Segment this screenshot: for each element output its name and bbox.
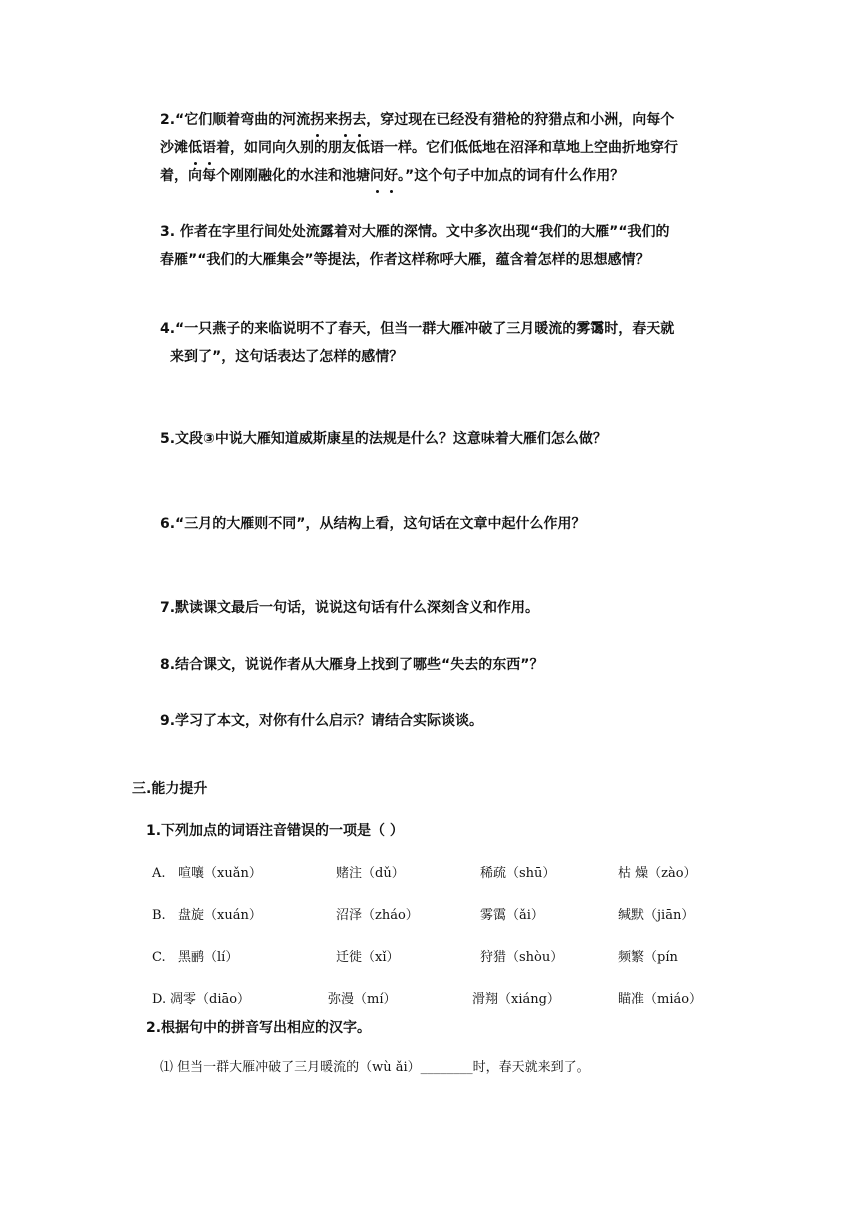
fill-in-sentence-1: ⑴ 但当一群大雁冲破了三月暖流的（wù ǎi）________时，春天就来到了。: [160, 1060, 590, 1075]
question-line: [160, 594, 740, 622]
option-d-item-4: 瞄准（miáo）: [618, 992, 703, 1007]
question-5: [160, 425, 740, 453]
ability-question-2-prompt: 2.根据句中的拼音写出相应的汉字。: [146, 1020, 372, 1036]
option-a-item-2: 赌注（dǔ）: [336, 866, 405, 881]
option-c-item-2: 迁徙（xǐ）: [336, 950, 400, 965]
option-c-letter: C.: [152, 950, 166, 965]
question-line: [160, 510, 740, 538]
option-a-item-4: 枯 燥（zào）: [618, 866, 697, 881]
emphasis-dotted-char: 拐: [338, 106, 352, 134]
question-text: 2.“它们顺着弯曲的河流: [160, 112, 311, 128]
question-3: [160, 218, 740, 274]
question-line: [160, 425, 740, 453]
question-line: [160, 218, 740, 246]
question-2: [160, 106, 740, 190]
question-text: 沙滩: [160, 140, 188, 156]
section-3-heading: 三.能力提升: [132, 781, 208, 797]
option-a-item-1: 喧嚷（xuǎn）: [178, 866, 262, 881]
option-d-item-1: 凋零（diāo）: [170, 992, 251, 1007]
option-c-item-4: 频繁（pín: [618, 950, 678, 965]
option-d-item-2: 弥漫（mí）: [328, 992, 397, 1007]
ability-question-1-prompt: 1.下列加点的词语注音错误的一项是（ ）: [146, 823, 404, 839]
emphasis-dotted-char: 语: [202, 134, 216, 162]
emphasis-dotted-char: 问: [370, 162, 384, 190]
question-8: [160, 651, 740, 679]
emphasis-dotted-char: 好: [384, 162, 398, 190]
emphasis-dotted-char: 去: [352, 106, 366, 134]
question-line: [160, 134, 740, 162]
question-6: [160, 510, 740, 538]
question-9: [160, 707, 740, 735]
option-d-item-3: 滑翔（xiáng）: [472, 992, 560, 1007]
question-text: 着，如同向久别的朋友低语一样。它们低低地在沼泽和草地上空曲折地穿行: [216, 140, 678, 156]
option-b-item-1: 盘旋（xuán）: [178, 908, 262, 923]
question-text: 6.“三月的大雁则不同”，从结构上看，这句话在文章中起什么作用？: [160, 516, 586, 532]
question-text: 7.默读课文最后一句话，说说这句话有什么深刻含义和作用。: [160, 600, 540, 616]
option-d-letter: D.: [152, 992, 167, 1007]
question-text: ，穿过现在已经没有猎枪的狩猎点和小洲，向每个: [366, 112, 675, 128]
question-text: 着，向每个刚刚融化的水洼和池塘: [160, 168, 370, 184]
question-line: [160, 315, 740, 343]
question-text: 4.“一只燕子的来临说明不了春天，但当一群大雁冲破了三月暖流的雾霭时，春天就: [160, 321, 675, 337]
option-c-item-1: 黑鹂（lí）: [178, 950, 239, 965]
question-text: 。”这个句子中加点的词有什么作用？: [398, 168, 625, 184]
option-b-item-3: 雾霭（ǎi）: [480, 908, 544, 923]
question-line: [160, 162, 740, 190]
option-b-letter: B.: [152, 908, 166, 923]
question-line: [160, 707, 740, 735]
question-text: 来到了”，这句话表达了怎样的感情？: [170, 349, 404, 365]
option-b-item-2: 沼泽（zháo）: [336, 908, 419, 923]
question-text: 3. 作者在字里行间处处流露着对大雁的深情。文中多次出现“我们的大雁”“我们的: [160, 224, 670, 240]
option-c-item-3: 狩猎（shòu）: [480, 950, 564, 965]
question-4: [160, 315, 740, 371]
question-line: [160, 246, 740, 274]
emphasis-dotted-char: 低: [188, 134, 202, 162]
option-a-item-3: 稀疏（shū）: [480, 866, 556, 881]
emphasis-dotted-char: 拐: [310, 106, 324, 134]
option-a-letter: A.: [152, 866, 166, 881]
question-text: 8.结合课文，说说作者从大雁身上找到了哪些“失去的东西”？: [160, 657, 544, 673]
option-b-item-4: 缄默（jiān）: [618, 908, 695, 923]
question-7: [160, 594, 740, 622]
question-line: [160, 106, 740, 134]
question-line: [160, 343, 740, 371]
question-text: 来: [324, 112, 339, 128]
question-text: 春雁”“我们的大雁集会”等提法，作者这样称呼大雁，蕴含着怎样的思想感情？: [160, 252, 650, 268]
question-line: [160, 651, 740, 679]
question-text: 5.文段③中说大雁知道威斯康星的法规是什么？这意味着大雁们怎么做？: [160, 431, 607, 447]
question-text: 9.学习了本文，对你有什么启示？请结合实际谈谈。: [160, 713, 484, 729]
